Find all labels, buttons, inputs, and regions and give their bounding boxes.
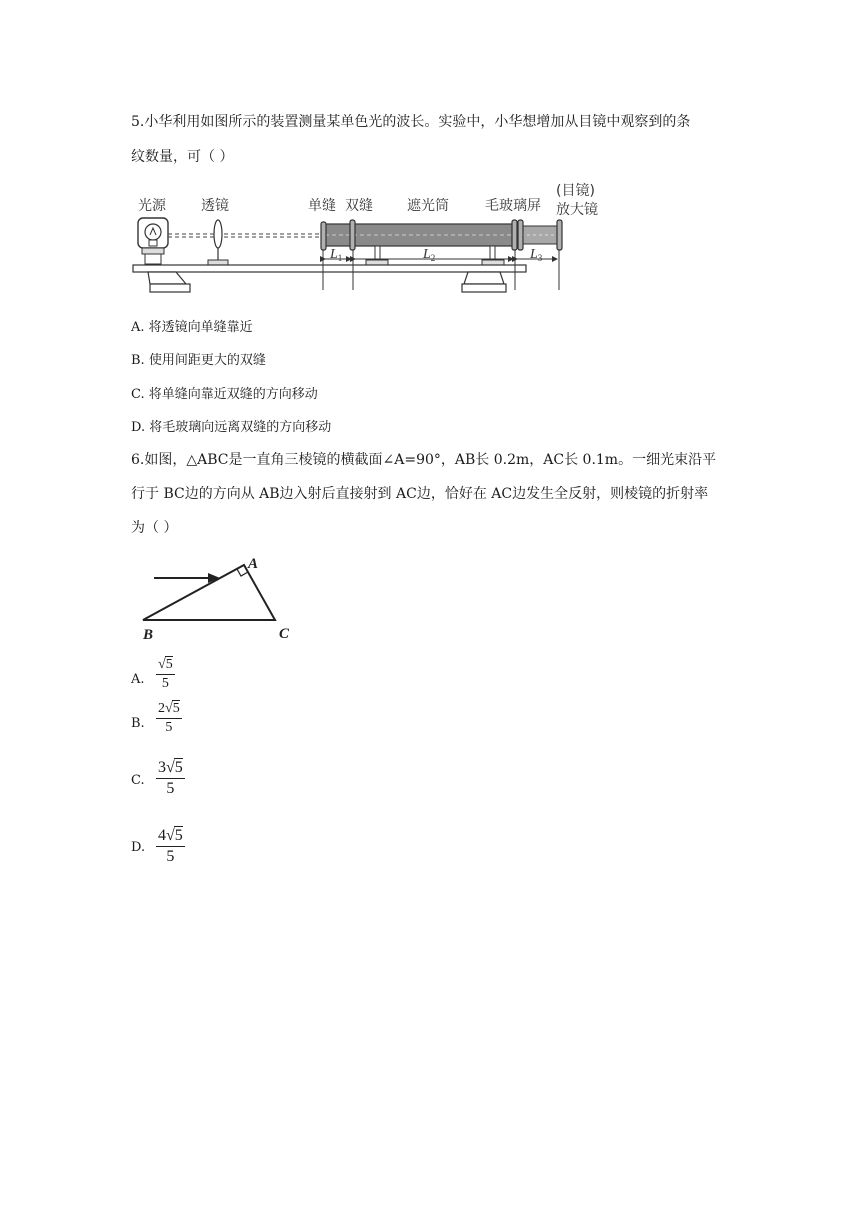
light-source	[138, 218, 168, 264]
optical-bench	[133, 265, 526, 272]
q5-option-c[interactable]: C. 将单缝向靠近双缝的方向移动	[131, 387, 318, 402]
eyepiece-label: (目镜)	[556, 183, 595, 199]
screen-ring	[518, 220, 523, 250]
triangle-abc	[143, 565, 275, 620]
single-slit	[321, 222, 326, 250]
eyepiece	[557, 220, 562, 250]
q6-option-b-fraction: $\frac{2√5}{5}$	[158, 701, 180, 735]
q6-option-d-label: D.	[131, 840, 146, 855]
lens	[208, 220, 228, 265]
tube-label: 遮光筒	[407, 198, 449, 214]
magnifier-label: 放大镜	[556, 202, 598, 218]
L1-label: $L_1$	[330, 247, 343, 263]
light-shield-tube	[325, 224, 561, 246]
q6-option-c-fraction: $\frac{3√5}{5}$	[158, 759, 183, 797]
q5-text-line1: 5.小华利用如图所示的装置测量某单色光的波长。实验中，小华想增加从目镜中观察到的条	[131, 114, 691, 130]
q6-option-d-fraction: $\frac{4√5}{5}$	[158, 827, 183, 865]
q5-option-a[interactable]: A. 将透镜向单缝靠近	[131, 320, 253, 335]
q6-text-line1: 6.如图，△ABC是一直角三棱镜的横截面∠A=90°，AB长 0.2m，AC长 0.1m。一细光束沿平	[131, 452, 717, 468]
q6-option-b-label: B.	[131, 716, 145, 731]
vertex-b-label: B	[143, 627, 154, 643]
q5-text-line2: 纹数量，可（ ）	[131, 149, 234, 165]
double-slit-apparatus-figure	[128, 180, 608, 298]
L2-label: $L_2$	[423, 247, 436, 263]
q6-option-c-label: C.	[131, 773, 145, 788]
double-slit-label: 双缝	[345, 198, 373, 214]
double-slit	[350, 220, 355, 250]
q6-option-a-label: A.	[131, 672, 145, 687]
lens-label: 透镜	[201, 198, 229, 214]
q6-text-line2: 行于 BC边的方向从 AB边入射后直接射到 AC边，恰好在 AC边发生全反射，则棱镜的折射率	[131, 486, 709, 502]
vertex-a-label: A	[248, 556, 259, 572]
q5-option-d[interactable]: D. 将毛玻璃向远离双缝的方向移动	[131, 420, 332, 435]
q6-option-a-fraction: $\frac{√5}{5}$	[158, 657, 173, 691]
q5-option-b[interactable]: B. 使用间距更大的双缝	[131, 353, 266, 368]
single-slit-label: 单缝	[308, 198, 336, 214]
prism-triangle-figure	[140, 556, 300, 644]
q6-text-line3: 为（ ）	[131, 520, 178, 536]
light-source-label: 光源	[138, 198, 166, 214]
L3-label: $L_3$	[530, 247, 543, 263]
screen-label: 毛玻璃屏	[485, 198, 541, 214]
vertex-c-label: C	[279, 626, 290, 642]
frosted-glass-screen	[512, 220, 517, 250]
